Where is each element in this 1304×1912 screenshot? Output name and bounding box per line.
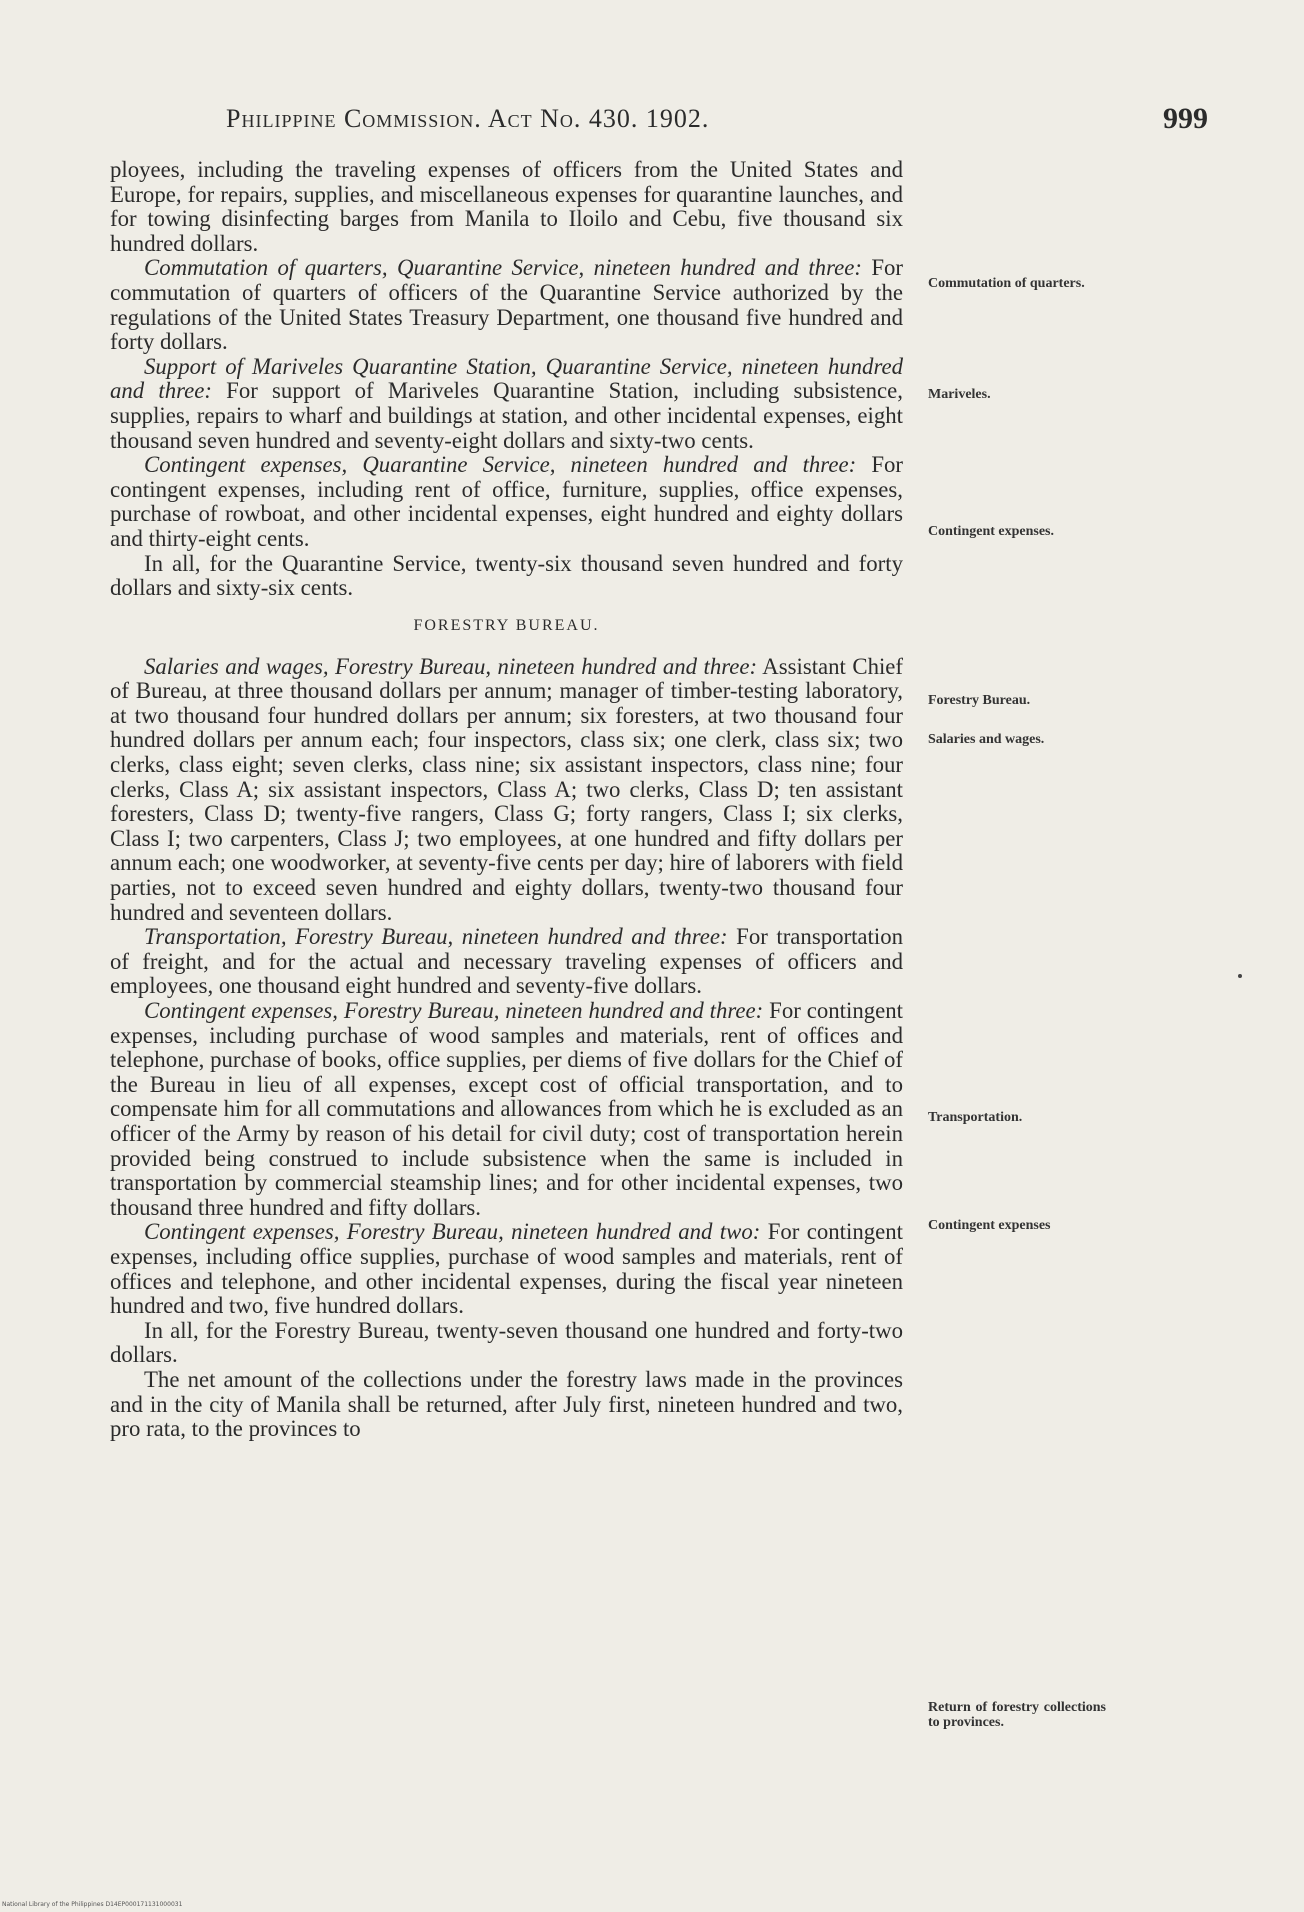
- paragraph-lead: Contingent expenses, Quarantine Service, nineteen hundred and three:: [144, 452, 857, 478]
- paragraph-forestry-total: In all, for the Forestry Bureau, twenty-seven thousand one hundred and forty-two dollars.: [110, 1317, 903, 1368]
- paragraph-forestry-transportation: Transportation, Forestry Bureau, nineteen hundred and three: For transportation of freight, and for the actual and necessary traveling expenses of officers and employees, one thousand eight hundred and seventy-five dollars.: [110, 924, 904, 999]
- paragraph-forestry-salaries: Salaries and wages, Forestry Bureau, nineteen hundred and three: Assistant Chief of Bureau, at three thousand dollars per annum; manager of timber-testing laboratory, at two thousand four hundred dollars per annum; six foresters, at two thousand four hundred dollars per annum each; four inspectors, class six; one clerk, class six; two clerks, class eight; seven clerks, class nine; six assistant inspectors, class nine; four clerks, Class A; six assistant inspectors, Class A; two clerks, Class D; ten assistant foresters, Class D; twenty-five rangers, Class G; forty rangers, Class I; six clerks, Class I; two carpenters, Class J; two employees, at one hundred and fifty dollars per annum each; one woodworker, at seventy-five cents per day; hire of laborers with field parties, not to exceed seven hundred and eighty dollars, twenty-two thousand four hundred and seventeen dollars.: [110, 653, 904, 925]
- paragraph-lead: Contingent expenses, Forestry Bureau, nineteen hundred and three:: [144, 998, 764, 1023]
- margin-note-salaries-and-wages: Salaries and wages.: [928, 732, 1045, 747]
- paragraph-quarantine-total: In all, for the Quarantine Service, twenty-six thousand seven hundred and forty dollars and sixty-six cents.: [110, 550, 903, 601]
- margin-note-contingent-expenses-2: Contingent expenses: [928, 1218, 1051, 1233]
- running-title: Philippine Commission. Act No. 430. 1902.: [226, 104, 710, 133]
- paragraph-forestry-collections: The net amount of the collections under the forestry laws made in the provinces and in the city of Manila shall be returned, after July first, nineteen hundred and two, pro rata, to the provinces to: [110, 1366, 903, 1442]
- paragraph-forestry-contingent-1902: Contingent expenses, Forestry Bureau, nineteen hundred and two: For contingent expenses, including office supplies, purchase of wood samples and materials, rent of offices and telephone, and other incidental expenses, during the fiscal year nineteen hundred and two, five hundred dollars.: [110, 1219, 903, 1319]
- paragraph-lead: Salaries and wages, Forestry Bureau, nineteen hundred and three:: [144, 653, 758, 679]
- paragraph-mariveles-station: Support of Mariveles Quarantine Station, Quarantine Service, nineteen hundred and three: For support of Mariveles Quarantine Station, including subsistence, supplies, repairs to wharf and buildings at station, and other incidental expenses, eight thousand seven hundred and seventy-eight dollars and sixty-two cents.: [110, 353, 903, 453]
- paragraph-lead: Commutation of quarters, Quarantine Service, nineteen hundred and three:: [144, 255, 862, 281]
- paragraph-quarantine-launches: ployees, including the traveling expenses of officers from the United States and Europe, for repairs, supplies, and miscellaneous expenses for quarantine launches, and for towing disinfecting barges from Manila to Iloilo and Cebu, five thousand six hundred dollars.: [110, 157, 903, 256]
- paragraph-forestry-contingent-1903: Contingent expenses, Forestry Bureau, nineteen hundred and three: For contingent expenses, including purchase of wood samples and materials, rent of offices and telephone, purchase of books, office supplies, per diems of five dollars for the Chief of the Bureau in lieu of all expenses, except cost of official transportation, and to compensate him for all commutations and allowances from which he is excluded as an officer of the Army by reason of his detail for civil duty; cost of transportation herein provided being construed to include subsistence when the same is included in transportation by commercial steamship lines; and for other incidental expenses, two thousand three hundred and fifty dollars.: [110, 998, 903, 1220]
- margin-note-commutation: Commutation of quarters.: [928, 276, 1085, 291]
- body-text: [110, 158, 903, 1442]
- scan-speck: [1238, 974, 1242, 978]
- page-number: 999: [1163, 102, 1208, 135]
- paragraph-commutation-of-quarters: Commutation of quarters, Quarantine Service, nineteen hundred and three: For commutation of quarters of officers of the Quarantine Service authorized by the regulations of the United States Treasury Department, one thousand five hundred and forty dollars.: [110, 255, 903, 355]
- paragraph-lead: Support of Mariveles Quarantine Station, Quarantine Service, nineteen hundred and three:: [110, 353, 903, 404]
- paragraph-quarantine-contingent: Contingent expenses, Quarantine Service, nineteen hundred and three: For contingent expenses, including rent of office, furniture, supplies, office expenses, purchase of rowboat, and other incidental expenses, eight hundred and eighty dollars and thirty-eight cents.: [110, 452, 903, 551]
- section-heading-forestry-bureau: FORESTRY BUREAU.: [413, 616, 600, 634]
- margin-note-transportation: Transportation.: [928, 1110, 1023, 1125]
- margin-note-forestry-bureau: Forestry Bureau.: [928, 693, 1031, 708]
- paragraph-lead: Transportation, Forestry Bureau, nineteen hundred and three:: [144, 924, 728, 950]
- margin-note-return-of-collections: Return of forestry collections to provinces.: [928, 1700, 1106, 1730]
- margin-note-mariveles: Mariveles.: [928, 387, 991, 402]
- page-header: [108, 104, 1208, 140]
- margin-note-contingent-expenses: Contingent expenses.: [928, 524, 1055, 539]
- scan-credit: National Library of the Philippines D14EP000171131000031: [2, 1901, 183, 1908]
- paragraph-lead: Contingent expenses, Forestry Bureau, nineteen hundred and two:: [144, 1219, 761, 1245]
